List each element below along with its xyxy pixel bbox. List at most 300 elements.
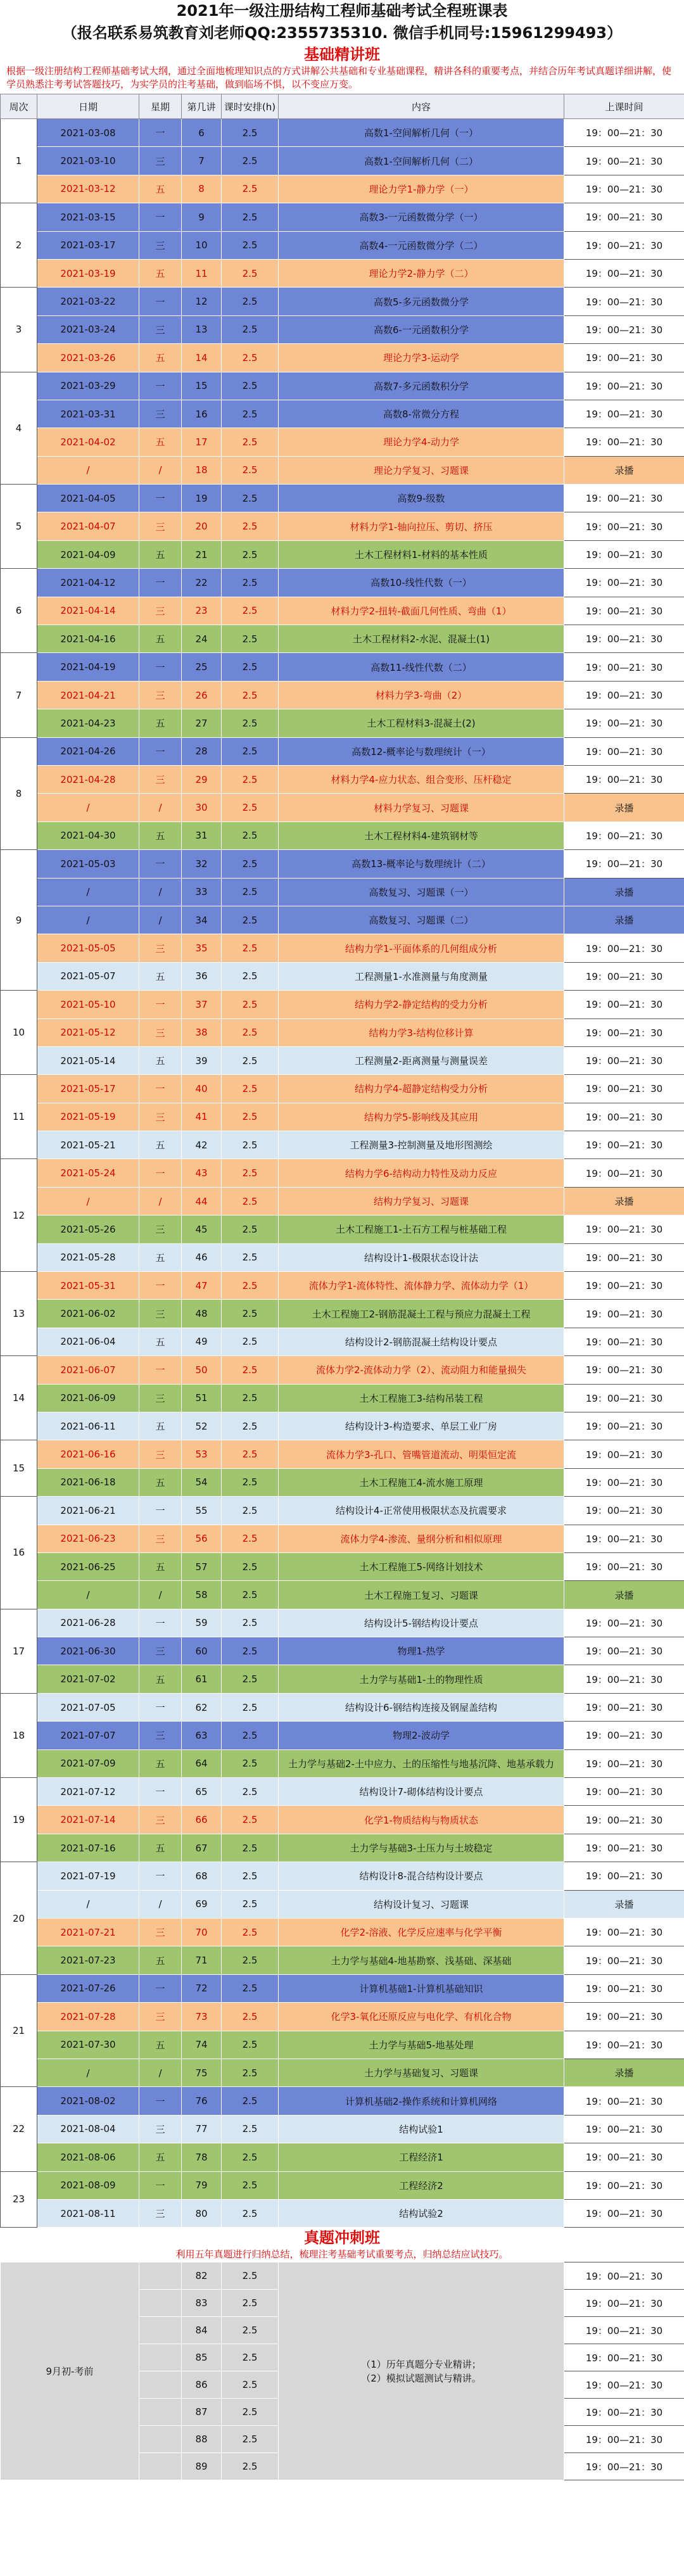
- lesson-date: 2021-05-07: [37, 962, 139, 990]
- lesson-number: 11: [182, 259, 222, 287]
- weekday: 一: [139, 1609, 182, 1637]
- lesson-content: 流体力学1-流体特性、流体静力学、流体动力学（1）: [279, 1272, 564, 1300]
- weekday: 五: [139, 2031, 182, 2059]
- lesson-content: 理论力学3-运动学: [279, 344, 564, 372]
- lesson-date: 2021-07-12: [37, 1778, 139, 1806]
- sprint-table: [0, 2262, 684, 2480]
- title-line-1: 2021年一级注册结构工程师基础考试全程班课表: [176, 2, 508, 20]
- lesson-date: 2021-04-23: [37, 709, 139, 737]
- lesson-content: 理论力学复习、习题课: [279, 456, 564, 484]
- lesson-content: 高数6-一元函数积分学: [279, 315, 564, 343]
- lesson-content: 物理1-热学: [279, 1637, 564, 1665]
- lesson-date: 2021-03-31: [37, 400, 139, 428]
- lesson-time: 19：00—21：30: [564, 822, 684, 849]
- lesson-number: 69: [182, 1890, 222, 1918]
- lesson-time: 19：00—21：30: [564, 1103, 684, 1131]
- lesson-number: 52: [182, 1412, 222, 1440]
- lesson-number: 68: [182, 1862, 222, 1890]
- weekday: /: [139, 794, 182, 822]
- table-row: [1, 1525, 684, 1552]
- lesson-content: 土木工程材料1-材料的基本性质: [279, 540, 564, 568]
- lesson-time: 19：00—21：30: [564, 1300, 684, 1328]
- lesson-date: 2021-06-25: [37, 1552, 139, 1580]
- table-row: [1, 1722, 684, 1749]
- table-header: [1, 94, 684, 119]
- table-row: [1, 1890, 684, 1918]
- lesson-number: 13: [182, 315, 222, 343]
- lesson-content: 结构力学复习、习题课: [279, 1187, 564, 1215]
- lesson-time: 19：00—21：30: [564, 2115, 684, 2143]
- lesson-number: 61: [182, 1665, 222, 1693]
- week-number: 1: [1, 119, 37, 203]
- lesson-date: /: [37, 1890, 139, 1918]
- weekday: 一: [139, 1356, 182, 1384]
- lesson-hours: 2.5: [222, 2317, 279, 2344]
- lesson-time: 19：00—21：30: [564, 1412, 684, 1440]
- lesson-date: 2021-07-09: [37, 1749, 139, 1777]
- lesson-content: 土木工程施工4-流水施工原理: [279, 1468, 564, 1496]
- table-row: [1, 1862, 684, 1890]
- lesson-time: 19：00—21：30: [564, 2371, 684, 2399]
- lesson-hours: 2.5: [222, 2426, 279, 2453]
- week-number: 17: [1, 1609, 37, 1693]
- weekday: 一: [139, 203, 182, 231]
- lesson-hours: 2.5: [222, 2031, 279, 2059]
- table-row: [1, 1468, 684, 1496]
- lesson-number: 42: [182, 1131, 222, 1159]
- lesson-hours: 2.5: [222, 1468, 279, 1496]
- lesson-number: 50: [182, 1356, 222, 1384]
- table-row: [1, 1974, 684, 2002]
- weekday: 五: [139, 1834, 182, 1862]
- weekday: 五: [139, 344, 182, 372]
- lesson-hours: 2.5: [222, 1215, 279, 1243]
- lesson-number: 66: [182, 1806, 222, 1834]
- lesson-date: /: [37, 2059, 139, 2086]
- weekday: 一: [139, 288, 182, 315]
- lesson-date: 2021-06-21: [37, 1497, 139, 1525]
- lesson-time: 19：00—21：30: [564, 2426, 684, 2453]
- lesson-date: /: [37, 1187, 139, 1215]
- lesson-content: 结构设计2-钢筋混凝土结构设计要点: [279, 1328, 564, 1355]
- lesson-content: 土力学与基础复习、习题课: [279, 2059, 564, 2086]
- lesson-date: 2021-06-09: [37, 1384, 139, 1412]
- lesson-hours: 2.5: [222, 2003, 279, 2031]
- weekday: 五: [139, 2143, 182, 2171]
- lesson-content: 材料力学2-扭转-截面几何性质、弯曲（1）: [279, 597, 564, 625]
- lesson-hours: 2.5: [222, 1300, 279, 1328]
- weekday: 五: [139, 175, 182, 203]
- week-number: 19: [1, 1778, 37, 1862]
- table-row: [1, 456, 684, 484]
- lesson-time: 19：00—21：30: [564, 2171, 684, 2199]
- lesson-time: 19：00—21：30: [564, 625, 684, 653]
- lesson-hours: 2.5: [222, 2143, 279, 2171]
- lesson-time: 19：00—21：30: [564, 1722, 684, 1749]
- table-row: [1, 1243, 684, 1271]
- lesson-date: /: [37, 1581, 139, 1609]
- table-row: [1, 1749, 684, 1777]
- lesson-hours: 2.5: [222, 1693, 279, 1721]
- lesson-time: 19：00—21：30: [564, 1243, 684, 1271]
- table-row: [1, 709, 684, 737]
- lesson-date: 2021-03-12: [37, 175, 139, 203]
- lesson-time: 19：00—21：30: [564, 1609, 684, 1637]
- lesson-hours: 2.5: [222, 1328, 279, 1355]
- lesson-content: 土力学与基础2-土中应力、土的压缩性与地基沉降、地基承载力: [279, 1749, 564, 1777]
- lesson-time: 19：00—21：30: [564, 1159, 684, 1187]
- lesson-hours: 2.5: [222, 1103, 279, 1131]
- lesson-time: 19：00—21：30: [564, 485, 684, 512]
- lesson-date: 2021-04-12: [37, 569, 139, 597]
- table-row: [1, 259, 684, 287]
- lesson-date: 2021-05-05: [37, 934, 139, 962]
- lesson-date: 2021-07-19: [37, 1862, 139, 1890]
- lesson-time: 19：00—21：30: [564, 1131, 684, 1159]
- lesson-hours: 2.5: [222, 1665, 279, 1693]
- lesson-number: 19: [182, 485, 222, 512]
- lesson-time: 19：00—21：30: [564, 2143, 684, 2171]
- table-row: [1, 1300, 684, 1328]
- lesson-hours: 2.5: [222, 906, 279, 934]
- lesson-hours: 2.5: [222, 456, 279, 484]
- lesson-time: 19：00—21：30: [564, 175, 684, 203]
- weekday: 五: [139, 625, 182, 653]
- lesson-content: 结构力学5-影响线及其应用: [279, 1103, 564, 1131]
- lesson-time: 19：00—21：30: [564, 2290, 684, 2317]
- sprint-body: [1, 2262, 684, 2480]
- lesson-number: 75: [182, 2059, 222, 2086]
- lesson-time: 19：00—21：30: [564, 2399, 684, 2426]
- weekday: [139, 2344, 182, 2371]
- week-number: 23: [1, 2171, 37, 2228]
- lesson-hours: 2.5: [222, 1834, 279, 1862]
- table-row: [1, 1384, 684, 1412]
- weekday: 一: [139, 1497, 182, 1525]
- weekday: 一: [139, 119, 182, 147]
- weekday: [139, 2426, 182, 2453]
- lesson-time: 19：00—21：30: [564, 540, 684, 568]
- lesson-hours: 2.5: [222, 1497, 279, 1525]
- table-row: [1, 1919, 684, 1946]
- lesson-hours: 2.5: [222, 934, 279, 962]
- lesson-number: 55: [182, 1497, 222, 1525]
- lesson-hours: 2.5: [222, 203, 279, 231]
- lesson-number: 46: [182, 1243, 222, 1271]
- lesson-hours: 2.5: [222, 428, 279, 456]
- table-row: [1, 400, 684, 428]
- lesson-number: 87: [182, 2399, 222, 2426]
- lesson-number: 71: [182, 1946, 222, 1974]
- lesson-time: 19：00—21：30: [564, 2003, 684, 2031]
- lesson-date: 2021-05-03: [37, 850, 139, 878]
- lesson-number: 41: [182, 1103, 222, 1131]
- lesson-date: /: [37, 794, 139, 822]
- week-number: 18: [1, 1693, 37, 1777]
- lesson-content: 土木工程材料4-建筑钢材等: [279, 822, 564, 849]
- lesson-content: 流体力学3-孔口、管嘴管道流动、明渠恒定流: [279, 1440, 564, 1468]
- lesson-hours: 2.5: [222, 1440, 279, 1468]
- lesson-content: 材料力学4-应力状态、组合变形、压杆稳定: [279, 765, 564, 793]
- lesson-number: 29: [182, 765, 222, 793]
- lesson-hours: 2.5: [222, 2453, 279, 2480]
- lesson-content: 土木工程施工5-网络计划技术: [279, 1552, 564, 1580]
- table-row: [1, 540, 684, 568]
- table-row: [1, 681, 684, 709]
- weekday: /: [139, 1581, 182, 1609]
- lesson-content: 理论力学2-静力学（二）: [279, 259, 564, 287]
- lesson-date: 2021-04-30: [37, 822, 139, 849]
- weekday: 一: [139, 1693, 182, 1721]
- lesson-number: 54: [182, 1468, 222, 1496]
- weekday: 三: [139, 1525, 182, 1552]
- table-row: [1, 344, 684, 372]
- lesson-number: 78: [182, 2143, 222, 2171]
- lesson-number: 36: [182, 962, 222, 990]
- lesson-time: 19：00—21：30: [564, 259, 684, 287]
- weekday: 五: [139, 259, 182, 287]
- lesson-hours: 2.5: [222, 1075, 279, 1103]
- lesson-date: 2021-06-11: [37, 1412, 139, 1440]
- lesson-hours: 2.5: [222, 344, 279, 372]
- lesson-time: 录播: [564, 456, 684, 484]
- lesson-time: 19：00—21：30: [564, 765, 684, 793]
- lesson-number: 14: [182, 344, 222, 372]
- lesson-number: 62: [182, 1693, 222, 1721]
- lesson-content: 高数7-多元函数积分学: [279, 372, 564, 400]
- lesson-time: 19：00—21：30: [564, 1637, 684, 1665]
- lesson-content: 土木工程施工1-土石方工程与桩基础工程: [279, 1215, 564, 1243]
- lesson-time: 19：00—21：30: [564, 653, 684, 681]
- lesson-time: 19：00—21：30: [564, 1749, 684, 1777]
- weekday: 五: [139, 1749, 182, 1777]
- weekday: 三: [139, 1806, 182, 1834]
- lesson-date: 2021-04-09: [37, 540, 139, 568]
- lesson-hours: 2.5: [222, 175, 279, 203]
- lesson-time: 19：00—21：30: [564, 1046, 684, 1074]
- weekday: 五: [139, 540, 182, 568]
- table-row: [1, 737, 684, 765]
- weekday: 一: [139, 372, 182, 400]
- lesson-content: 计算机基础2-操作系统和计算机网络: [279, 2087, 564, 2115]
- lesson-number: 10: [182, 231, 222, 259]
- lesson-content: 流体力学2-流体动力学（2）、流动阻力和能量损失: [279, 1356, 564, 1384]
- table-row: [1, 1215, 684, 1243]
- table-row: [1, 1693, 684, 1721]
- lesson-date: 2021-04-16: [37, 625, 139, 653]
- lesson-content: 材料力学复习、习题课: [279, 794, 564, 822]
- lesson-content: 化学1-物质结构与物质状态: [279, 1806, 564, 1834]
- table-row: [1, 906, 684, 934]
- lesson-time: 19：00—21：30: [564, 2087, 684, 2115]
- lesson-content: 土木工程施工3-结构吊装工程: [279, 1384, 564, 1412]
- table-row: [1, 1440, 684, 1468]
- week-number: 3: [1, 288, 37, 372]
- lesson-content: 高数10-线性代数（一）: [279, 569, 564, 597]
- lesson-number: 47: [182, 1272, 222, 1300]
- lesson-hours: 2.5: [222, 2199, 279, 2227]
- lesson-time: 19：00—21：30: [564, 737, 684, 765]
- table-row: [1, 485, 684, 512]
- table-row: [1, 878, 684, 906]
- weekday: 五: [139, 822, 182, 849]
- lesson-date: 2021-03-24: [37, 315, 139, 343]
- table-row: [1, 1131, 684, 1159]
- lesson-date: 2021-04-26: [37, 737, 139, 765]
- lesson-time: 19：00—21：30: [564, 962, 684, 990]
- lesson-number: 74: [182, 2031, 222, 2059]
- table-row: [1, 1778, 684, 1806]
- lesson-number: 44: [182, 1187, 222, 1215]
- lesson-content: 结构设计7-砌体结构设计要点: [279, 1778, 564, 1806]
- lesson-date: 2021-06-07: [37, 1356, 139, 1384]
- weekday: [139, 2317, 182, 2344]
- lesson-hours: 2.5: [222, 1862, 279, 1890]
- table-row: [1, 1581, 684, 1609]
- lesson-number: 86: [182, 2371, 222, 2399]
- lesson-hours: 2.5: [222, 372, 279, 400]
- table-row: [1, 119, 684, 147]
- week-number: 20: [1, 1862, 37, 1975]
- lesson-content: 结构力学6-结构动力特性及动力反应: [279, 1159, 564, 1187]
- lesson-number: 57: [182, 1552, 222, 1580]
- lesson-hours: 2.5: [222, 1722, 279, 1749]
- lesson-time: 19：00—21：30: [564, 1834, 684, 1862]
- lesson-time: 19：00—21：30: [564, 709, 684, 737]
- table-row: [1, 2115, 684, 2143]
- table-row: [1, 822, 684, 849]
- weekday: 三: [139, 231, 182, 259]
- lesson-number: 63: [182, 1722, 222, 1749]
- lesson-number: 34: [182, 906, 222, 934]
- lesson-content: 高数12-概率论与数理统计（一）: [279, 737, 564, 765]
- table-row: [1, 203, 684, 231]
- lesson-date: 2021-07-14: [37, 1806, 139, 1834]
- weekday: 一: [139, 1075, 182, 1103]
- lesson-hours: 2.5: [222, 400, 279, 428]
- lesson-number: 89: [182, 2453, 222, 2480]
- lesson-content: 高数4-一元函数微分学（二）: [279, 231, 564, 259]
- table-row: [1, 2031, 684, 2059]
- lesson-time: 19：00—21：30: [564, 344, 684, 372]
- lesson-date: 2021-06-18: [37, 1468, 139, 1496]
- lesson-date: 2021-05-14: [37, 1046, 139, 1074]
- lesson-time: 19：00—21：30: [564, 1806, 684, 1834]
- lesson-number: 73: [182, 2003, 222, 2031]
- lesson-content: 工程测量1-水准测量与角度测量: [279, 962, 564, 990]
- lesson-hours: 2.5: [222, 962, 279, 990]
- lesson-content: 高数1-空间解析几何（二）: [279, 147, 564, 175]
- weekday: 一: [139, 569, 182, 597]
- lesson-time: 19：00—21：30: [564, 2453, 684, 2480]
- lesson-hours: 2.5: [222, 119, 279, 147]
- lesson-time: 19：00—21：30: [564, 1974, 684, 2002]
- lesson-number: 28: [182, 737, 222, 765]
- col-header: 内容: [279, 94, 564, 119]
- lesson-hours: 2.5: [222, 485, 279, 512]
- lesson-content: 结构设计1-极限状态设计法: [279, 1243, 564, 1271]
- table-row: [1, 428, 684, 456]
- weekday: 三: [139, 1300, 182, 1328]
- table-row: [1, 2199, 684, 2227]
- lesson-number: 27: [182, 709, 222, 737]
- table-row: [1, 372, 684, 400]
- lesson-content: 结构力学3-结构位移计算: [279, 1018, 564, 1046]
- lesson-content: 流体力学4-渗流、量纲分析和相似原理: [279, 1525, 564, 1552]
- lesson-content: 高数13-概率论与数理统计（二）: [279, 850, 564, 878]
- weekday: 三: [139, 1215, 182, 1243]
- lesson-hours: 2.5: [222, 1187, 279, 1215]
- lesson-hours: 2.5: [222, 1046, 279, 1074]
- lesson-content: 材料力学1-轴向拉压、剪切、挤压: [279, 512, 564, 540]
- weekday: 五: [139, 428, 182, 456]
- table-row: [1, 1834, 684, 1862]
- weekday: 一: [139, 2171, 182, 2199]
- table-row: [1, 2059, 684, 2086]
- lesson-number: 25: [182, 653, 222, 681]
- lesson-number: 85: [182, 2344, 222, 2371]
- lesson-date: 2021-07-21: [37, 1919, 139, 1946]
- lesson-date: 2021-08-09: [37, 2171, 139, 2199]
- col-header: 星期: [139, 94, 182, 119]
- lesson-number: 88: [182, 2426, 222, 2453]
- lesson-content: 结构设计3-构造要求、单层工业厂房: [279, 1412, 564, 1440]
- lesson-number: 67: [182, 1834, 222, 1862]
- lesson-hours: 2.5: [222, 2115, 279, 2143]
- lesson-hours: 2.5: [222, 2171, 279, 2199]
- table-row: [1, 1187, 684, 1215]
- lesson-hours: 2.5: [222, 1946, 279, 1974]
- lesson-number: 12: [182, 288, 222, 315]
- week-number: 12: [1, 1159, 37, 1272]
- sprint-content: （1）历年真题分专业精讲； （2）模拟试题测试与精讲。: [279, 2262, 564, 2480]
- lesson-date: 2021-04-28: [37, 765, 139, 793]
- table-row: [1, 962, 684, 990]
- weekday: 三: [139, 1018, 182, 1046]
- lesson-number: 33: [182, 878, 222, 906]
- lesson-date: 2021-05-28: [37, 1243, 139, 1271]
- lesson-date: 2021-03-17: [37, 231, 139, 259]
- lesson-hours: 2.5: [222, 2399, 279, 2426]
- lesson-hours: 2.5: [222, 512, 279, 540]
- lesson-content: 物理2-波动学: [279, 1722, 564, 1749]
- week-number: 8: [1, 737, 37, 850]
- weekday: [139, 2399, 182, 2426]
- lesson-number: 18: [182, 456, 222, 484]
- col-header: 上课时间: [564, 94, 684, 119]
- lesson-date: 2021-04-21: [37, 681, 139, 709]
- lesson-time: 录播: [564, 2059, 684, 2086]
- table-row: [1, 1412, 684, 1440]
- weekday: 五: [139, 1946, 182, 1974]
- weekday: /: [139, 456, 182, 484]
- table-row: [1, 625, 684, 653]
- section-desc-basic: 根据一级注册结构工程师基础考试大纲，通过全面地梳理知识点的方式讲解公共基础和专业基础课程，精讲各科的重要考点，并结合历年考试真题详细讲解，使学员熟悉注考考试答题技巧，为实学员的注考基础，做到临场不惧，以不变应万变。: [6, 65, 672, 90]
- lesson-content: 土木工程施工2-钢筋混凝土工程与预应力混凝土工程: [279, 1300, 564, 1328]
- lesson-content: 结构设计复习、习题课: [279, 1890, 564, 1918]
- lesson-date: 2021-04-07: [37, 512, 139, 540]
- lesson-date: 2021-04-19: [37, 653, 139, 681]
- lesson-number: 22: [182, 569, 222, 597]
- lesson-date: /: [37, 878, 139, 906]
- lesson-number: 45: [182, 1215, 222, 1243]
- lesson-time: 19：00—21：30: [564, 850, 684, 878]
- table-row: [1, 1946, 684, 1974]
- lesson-hours: 2.5: [222, 2059, 279, 2086]
- lesson-content: 结构设计5-钢结构设计要点: [279, 1609, 564, 1637]
- lesson-number: 58: [182, 1581, 222, 1609]
- weekday: 一: [139, 737, 182, 765]
